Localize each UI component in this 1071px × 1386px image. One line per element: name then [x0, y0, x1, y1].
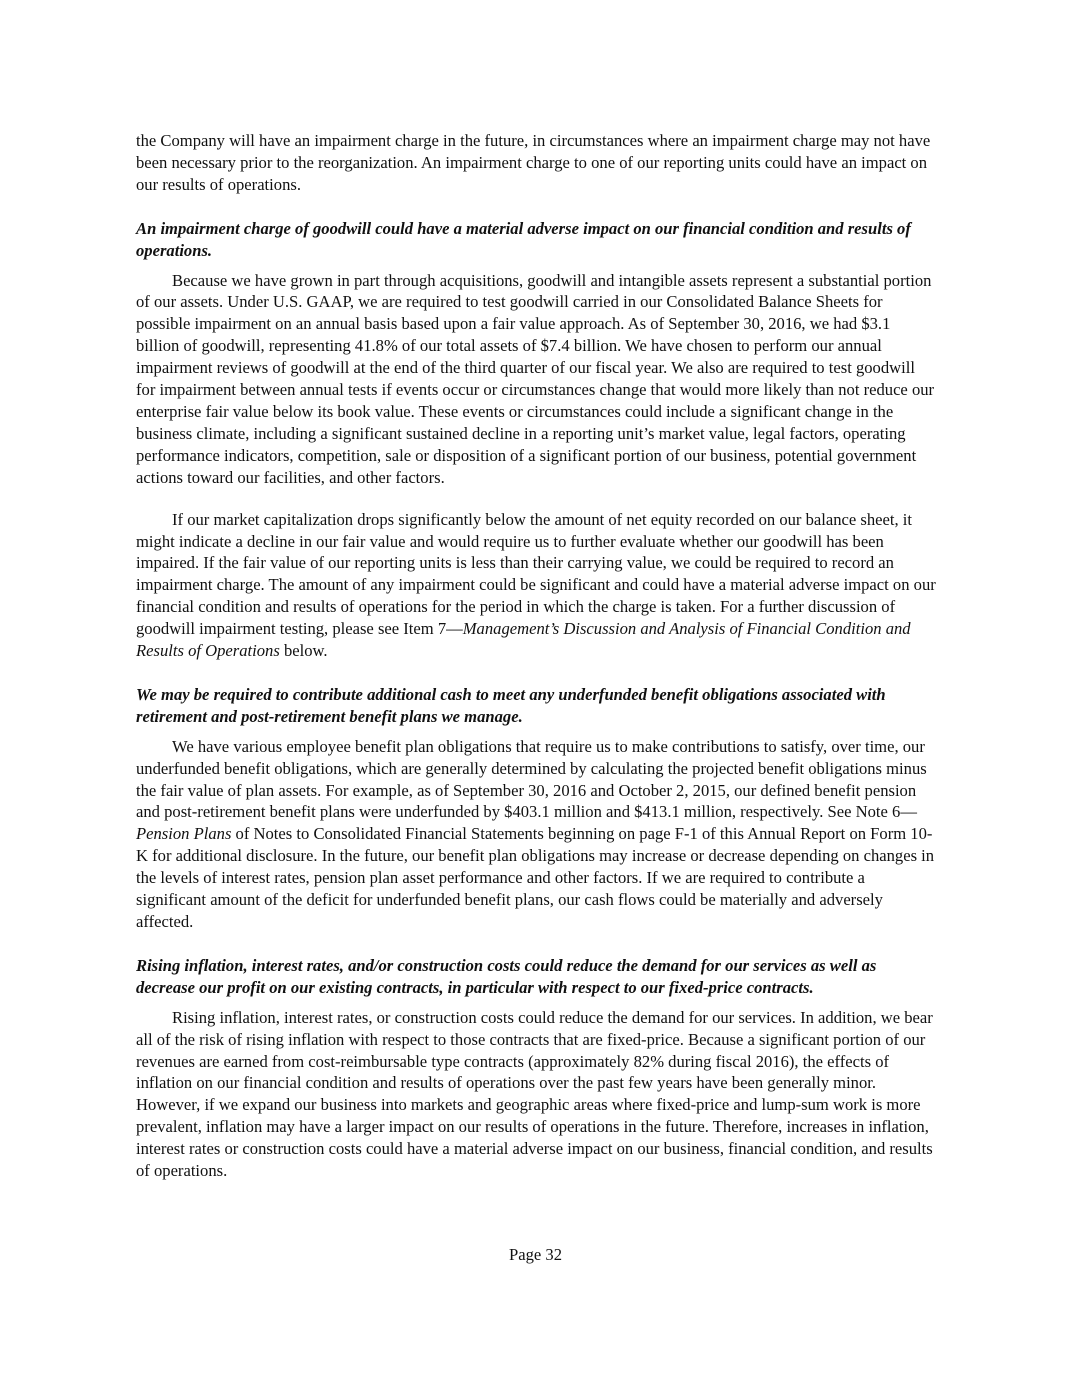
section-gap: [136, 196, 936, 218]
benefits-paragraph-text: We have various employee benefit plan obligations that require us to make contributions to satisfy, over time, our underfunded benefit obligations, which are generally determined by calculating the projected benefit obligations minus the fair value of plan assets. For example, as of September 30, 2016 and October 2, 2015, our defined benefit pension and post-retirement benefit plans were underfunded by $403.1 million and $413.1 million, respectively. See Note 6—: [136, 736, 927, 822]
benefits-risk-heading: We may be required to contribute additional cash to meet any underfunded benefit obligations associated with retirement and post-retirement benefit plans we manage.: [136, 684, 886, 726]
benefits-paragraph: [136, 736, 936, 933]
inflation-paragraph: Rising inflation, interest rates, or construction costs could reduce the demand for our services. In addition, we bear all of the risk of rising inflation with respect to those contracts that are fixed-price. Because a significant portion of our revenues are earned from cost-reimbursable type contracts (approximately 82% during fiscal 2016), the effects of inflation on our financial condition and results of operations over the past few years have been generally minor. However, if we expand our business into markets and geographic areas where fixed-price and lump-sum work is more prevalent, inflation may have a larger impact on our results of operations in the future. Therefore, increases in inflation, interest rates or construction costs could have a material adverse impact on our business, financial condition, and results of operations.: [136, 1007, 933, 1181]
paragraph-gap: [136, 489, 936, 509]
section-gap: [136, 933, 936, 955]
benefits-paragraph-tail: of Notes to Consolidated Financial Statements beginning on page F-1 of this Annual Report on Form 10-K for additional disclosure. In the future, our benefit plan obligations may increase or decrease depending on changes in the levels of interest rates, pension plan asset performance and other factors. If we are required to contribute a significant amount of the deficit for underfunded benefit plans, our cash flows could be materially and adversely affected.: [136, 824, 935, 931]
inflation-risk-heading: Rising inflation, interest rates, and/or construction costs could reduce the demand for our services as well as decrease our profit on our existing contracts, in particular with respect to our fixed-price contracts.: [136, 955, 877, 997]
page-number: Page 32: [509, 1245, 562, 1264]
continuation-paragraph: the Company will have an impairment charge in the future, in circumstances where an impairment charge may not have been necessary prior to the reorganization. An impairment charge to one of our reporting units could have an impact on our results of operations.: [136, 131, 931, 194]
goodwill-risk-heading: An impairment charge of goodwill could have a material adverse impact on our financial condition and results of operations.: [136, 218, 911, 260]
goodwill-paragraph-2-text: If our market capitalization drops significantly below the amount of net equity recorded on our balance sheet, it might indicate a decline in our fair value and would require us to further evaluate whether our goodwill has been impaired. If the fair value of our reporting units is less than their carrying value, we could be required to record an impairment charge. The amount of any impairment could be significant and could have a material adverse impact on our financial condition and results of operations for the period in which the charge is taken. For a further discussion of goodwill impairment testing, please see Item 7—: [136, 509, 936, 639]
goodwill-paragraph-1: Because we have grown in part through acquisitions, goodwill and intangible assets represent a substantial portion of our assets. Under U.S. GAAP, we are required to test goodwill carried in our Consolidated Balance Sheets for possible impairment on an annual basis based upon a fair value approach. As of September 30, 2016, we had $3.1 billion of goodwill, representing 41.8% of our total assets of $7.4 billion. We have chosen to perform our annual impairment reviews of goodwill at the end of the third quarter of our fiscal year. We also are required to test goodwill for impairment between annual tests if events occur or circumstances change that would more likely than not reduce our enterprise fair value below its book value. These events or circumstances could include a significant change in the business climate, including a significant sustained decline in a reporting unit’s market value, legal factors, operating performance indicators, competition, sale or disposition of a significant portion of our business, potential government actions toward our facilities, and other factors.: [136, 270, 935, 487]
mdna-reference: Management’s Discussion and Analysis of Financial Condition and Results of Operations: [136, 619, 911, 661]
document-page: [136, 130, 936, 1182]
goodwill-paragraph-2: [136, 509, 936, 662]
section-gap: [136, 662, 936, 684]
goodwill-paragraph-2-tail: below.: [279, 641, 328, 661]
pension-plans-reference: Pension Plans: [136, 824, 232, 844]
